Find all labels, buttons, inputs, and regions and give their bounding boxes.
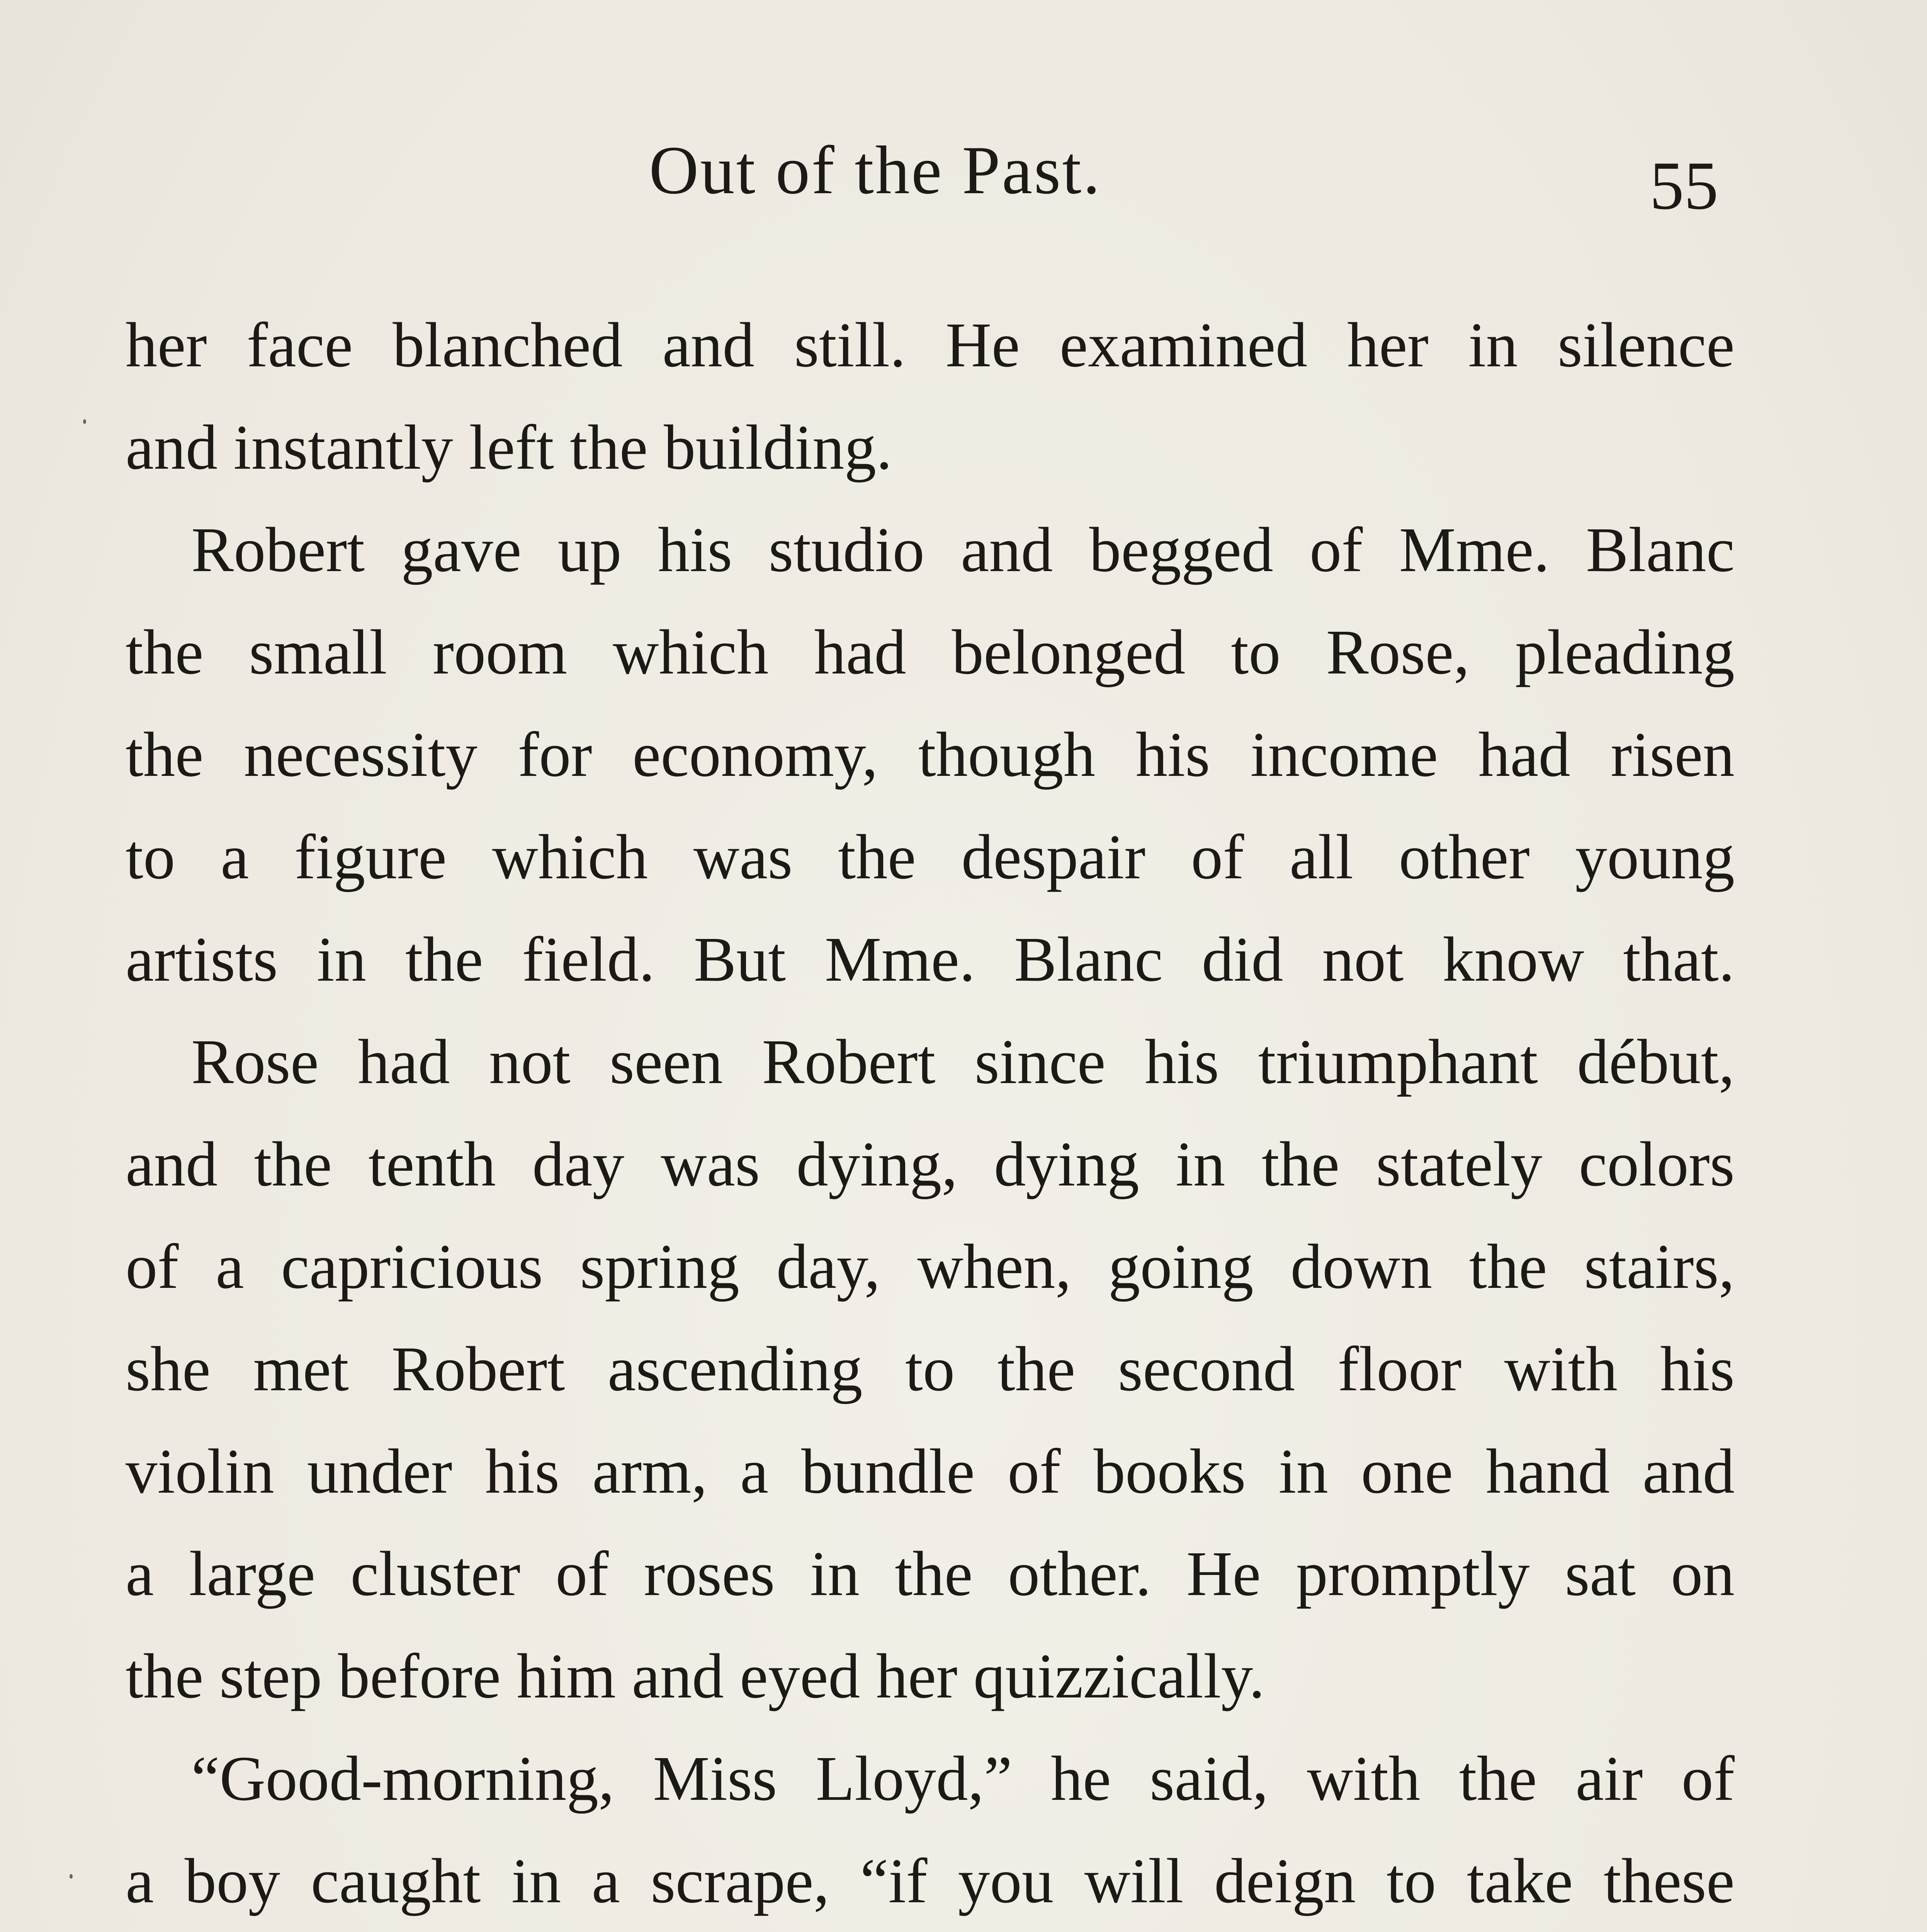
- text-line: and the tenth day was dying, dying in the stately colors: [126, 1129, 1735, 1199]
- text-line: a boy caught in a scrape, “if you will deign to take these: [126, 1845, 1735, 1916]
- page-number: 55: [1650, 147, 1718, 224]
- text-line: the step before him and eyed her quizzically.: [126, 1641, 1265, 1711]
- text-line: the small room which had belonged to Rose, pleading: [126, 617, 1735, 687]
- text-line: and instantly left the building.: [126, 412, 892, 483]
- text-line: the necessity for economy, though his income had risen: [126, 719, 1735, 790]
- page-title: Out of the Past.: [649, 132, 1102, 208]
- text-line: artists in the field. But Mme. Blanc did not know that.: [126, 924, 1735, 995]
- text-line: of a capricious spring day, when, going down the stairs,: [126, 1231, 1735, 1302]
- text-line: to a figure which was the despair of all other young: [126, 821, 1735, 892]
- text-line: a large cluster of roses in the other. He promptly sat on: [126, 1538, 1735, 1609]
- text-line: Robert gave up his studio and begged of Mme. Blanc: [191, 514, 1735, 585]
- text-line: she met Robert ascending to the second floor with his: [126, 1333, 1735, 1404]
- body-text: [126, 294, 1735, 1932]
- text-line: violin under his arm, a bundle of books in one hand and: [126, 1436, 1735, 1507]
- text-line: “Good-morning, Miss Lloyd,” he said, with the air of: [191, 1743, 1735, 1814]
- paper-speck: [70, 1874, 73, 1879]
- running-head: [0, 128, 1927, 224]
- paper-speck: [83, 419, 86, 424]
- text-line: her face blanched and still. He examined her in silence: [126, 310, 1735, 380]
- text-line: Rose had not seen Robert since his triumphant début,: [191, 1026, 1735, 1097]
